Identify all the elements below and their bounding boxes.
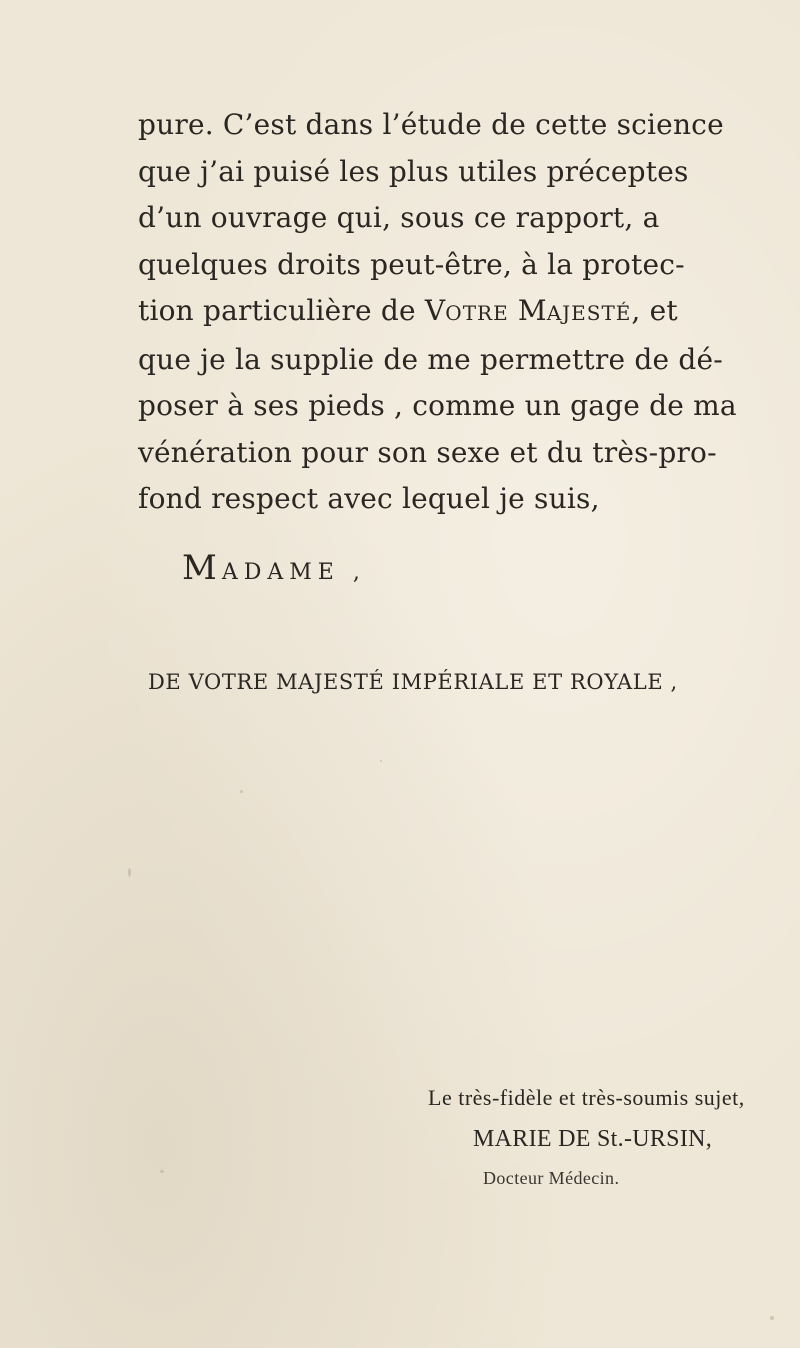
paper-speck bbox=[770, 1316, 774, 1320]
body-line-3: d’un ouvrage qui, sous ce rapport, a bbox=[138, 201, 660, 234]
salutation bbox=[182, 548, 366, 588]
author-title: Docteur Médecin. bbox=[483, 1168, 620, 1188]
body-line-5 bbox=[138, 288, 778, 337]
closing-line: Le très-fidèle et très-soumis sujet, bbox=[428, 1085, 745, 1110]
body-line-4: quelques droits peut-être, à la protec- bbox=[138, 247, 685, 281]
salutation-rest: ADAME , bbox=[221, 560, 366, 585]
paper-speck bbox=[380, 760, 382, 762]
body-line-2: que j’ai puisé les plus utiles préceptes bbox=[138, 154, 689, 188]
title-word1-rest: OTRE bbox=[445, 301, 509, 325]
majesty-line: DE VOTRE MAJESTÉ IMPÉRIALE ET ROYALE , bbox=[148, 670, 678, 694]
title-word2-initial: M bbox=[517, 294, 547, 327]
paper-speck bbox=[128, 868, 131, 877]
paper-speck bbox=[240, 790, 243, 793]
salutation-initial: M bbox=[182, 548, 222, 588]
title-after: , et bbox=[631, 294, 678, 327]
title-word2-rest: AJESTÉ bbox=[546, 301, 632, 325]
body-line-1: pure. C’est dans l’étude de cette science bbox=[138, 108, 724, 141]
body-line-9: fond respect avec lequel je suis, bbox=[138, 482, 600, 515]
title-word1-initial: V bbox=[424, 294, 446, 327]
signature: MARIE DE St.-URSIN, bbox=[473, 1126, 713, 1152]
body-line-7: poser à ses pieds , comme un gage de ma bbox=[138, 389, 737, 422]
body-line-8: vénération pour son sexe et du très-pro- bbox=[138, 435, 717, 469]
body-line-6: que je la supplie de me permettre de dé- bbox=[138, 342, 723, 376]
body-paragraph bbox=[138, 102, 778, 523]
body-line-5-text: tion particulière de bbox=[138, 294, 416, 327]
paper-speck bbox=[160, 1170, 164, 1173]
